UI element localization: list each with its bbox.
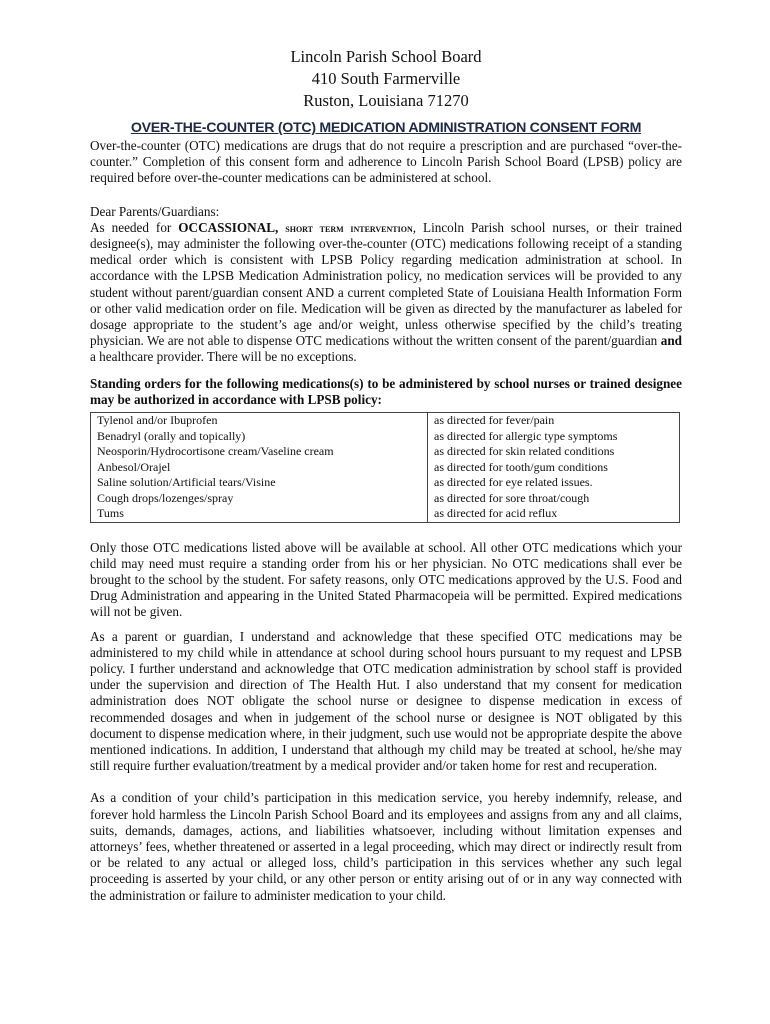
table-row — [91, 491, 680, 507]
policy-text-post: a healthcare provider. There will be no exceptions. — [90, 349, 357, 365]
medication-name: Tylenol and/or Ibuprofen — [91, 413, 428, 429]
medication-direction: as directed for allergic type symptoms — [428, 429, 680, 445]
document-page — [90, 0, 682, 904]
org-address: 410 South Farmerville — [311, 69, 461, 88]
table-row — [91, 460, 680, 476]
policy-text-pre: As needed for — [90, 219, 179, 235]
table-row — [91, 413, 680, 429]
medication-name: Cough drops/lozenges/spray — [91, 491, 428, 507]
table-row — [91, 444, 680, 460]
org-name: Lincoln Parish School Board — [290, 47, 482, 66]
medication-direction: as directed for tooth/gum conditions — [428, 460, 680, 476]
parent-acknowledgement-paragraph: As a parent or guardian, I understand and acknowledge that these specified OTC medications may be administered to my child while in attendance at school during school hours pursuant to my request and LPSB policy. I further understand and acknowledge that OTC medication administration by school staff is provided under the supervision and direction of The Health Hut. I also understand that my consent for medication administration does NOT obligate the school nurse or designee to dispense medication in excess of recommended dosages and when in judgement of the school nurse or designee is NOT obligated by this document to dispense medication where, in their judgment, such use would not be appropriate despite the above mentioned indications. In addition, I understand that although my child may be treated at school, he/she may still require further evaluation/treatment by a medical provider and/or taken home for rest and recuperation. — [90, 628, 682, 774]
policy-text-and: and — [660, 333, 682, 349]
table-row — [91, 475, 680, 491]
availability-paragraph: Only those OTC medications listed above will be available at school. All other OTC medications which your child may need must require a standing order from his or her physician. No OTC medications shall ever be brought to the school by the student. For safety reasons, only OTC medications approved by the U.S. Food and Drug Administration and appearing in the United Stated Pharmacopeia will be permitted. Expired medications will not be given. — [90, 539, 682, 620]
table-row — [91, 429, 680, 445]
medication-name: Neosporin/Hydrocortisone cream/Vaseline cream — [91, 444, 428, 460]
greeting: Dear Parents/Guardians: — [90, 203, 220, 219]
medication-direction: as directed for eye related issues. — [428, 475, 680, 491]
letterhead — [90, 46, 682, 112]
medication-name: Tums — [91, 506, 428, 522]
medication-direction: as directed for sore throat/cough — [428, 491, 680, 507]
intro-paragraph: Over-the-counter (OTC) medications are drugs that do not require a prescription and are purchased “over-the-counter.” Completion of this consent form and adherence to Lincoln Parish School Board (LPSB) policy are required before over-the-counter medications can be administered at school. — [90, 138, 682, 186]
medication-name: Anbesol/Orajel — [91, 460, 428, 476]
form-title: OVER-THE-COUNTER (OTC) MEDICATION ADMINISTRATION CONSENT FORM — [130, 120, 642, 136]
policy-text-short-term: short term intervention — [285, 220, 413, 235]
org-city: Ruston, Louisiana 71270 — [303, 91, 469, 110]
table-row — [91, 506, 680, 522]
medications-table — [90, 412, 680, 523]
standing-orders-heading: Standing orders for the following medications(s) to be administered by school nurses or trained designee may be authorized in accordance with LPSB policy: — [90, 375, 682, 407]
policy-text-occasional: OCCASSIONAL, — [178, 219, 279, 235]
policy-text-mid: , Lincoln Parish school nurses, or their trained designee(s), may administer the following over-the-counter (OTC) medications following receipt of a standing medical order which is consistent with LPSB Policy regarding medication administration at school. In accordance with the LPSB Medication Administration policy, no medication services will be provided to any student without parent/guardian consent AND a current completed State of Louisiana Health Information Form or other valid medication order on file. Medication will be given as directed by the manufacturer as labeled for dosage appropriate to the student’s age and/or weight, unless otherwise specified by the child’s treating physician. We are not able to dispense OTC medications without the written consent of the parent/guardian — [90, 219, 682, 349]
policy-paragraph — [90, 220, 682, 366]
indemnity-paragraph: As a condition of your child’s participation in this medication service, you hereby indemnify, release, and forever hold harmless the Lincoln Parish School Board and its employees and assigns from any and all claims, suits, demands, damages, actions, and liabilities whatsoever, including without limitation expenses and attorneys’ fees, whether threatened or asserted in a legal proceeding, which may direct or indirectly result from or be related to any actual or alleged loss, child’s participation in this services whether any such legal proceeding is asserted by your child, or any other person or entity arising out of or in any way connected with the administration or failure to administer medication to your child. — [90, 790, 682, 903]
medication-name: Saline solution/Artificial tears/Visine — [91, 475, 428, 491]
medication-direction: as directed for acid reflux — [428, 506, 680, 522]
medication-name: Benadryl (orally and topically) — [91, 429, 428, 445]
medication-direction: as directed for fever/pain — [428, 413, 680, 429]
medication-direction: as directed for skin related conditions — [428, 444, 680, 460]
